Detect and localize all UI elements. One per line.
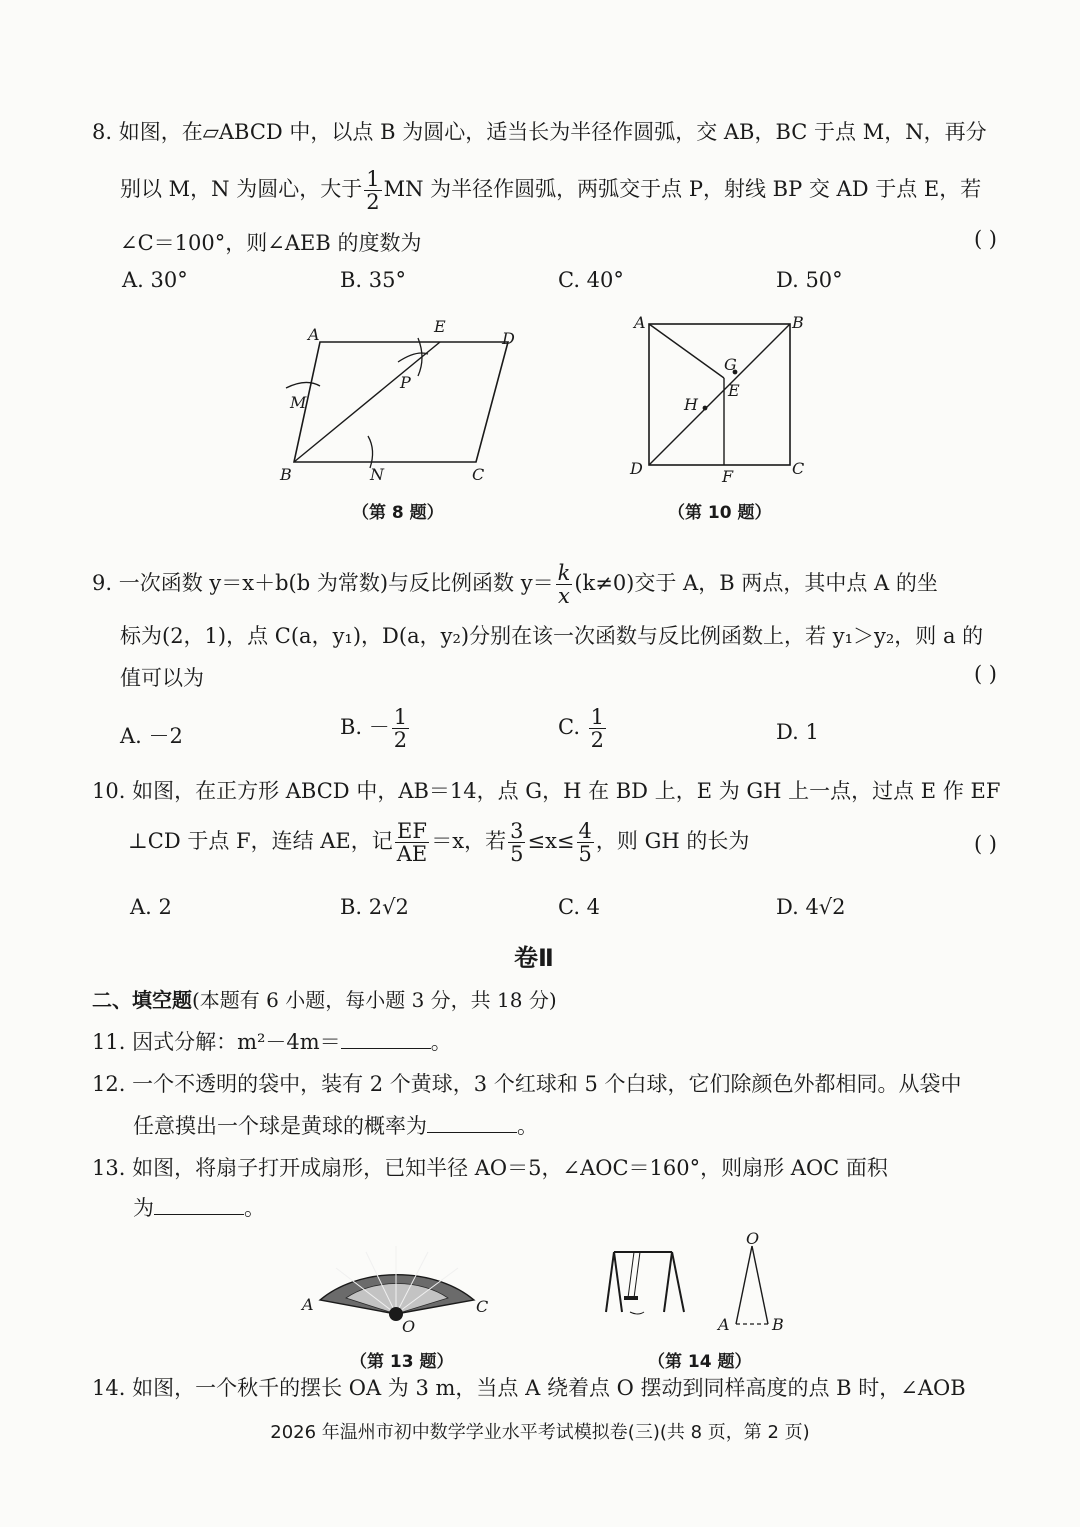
q13-line2	[133, 1192, 265, 1222]
fig10-caption: （第 10 题）	[668, 503, 772, 523]
q9-option-b-fraction	[392, 706, 409, 751]
q8-frac-den: 2	[366, 190, 380, 215]
figure-13-fan	[296, 1228, 502, 1338]
q10-frac1-den: AE	[396, 842, 428, 867]
figure-10-square	[620, 306, 820, 486]
fig10-label-a: A	[634, 313, 646, 332]
q9-frac-num: k	[557, 561, 571, 585]
part2-heading-note: (本题有 6 小题，每小题 3 分，共 18 分)	[192, 988, 557, 1012]
fig14-label-o: O	[746, 1232, 760, 1248]
q10-line2-a: ⊥CD 于点 F，连结 AE，记	[128, 829, 393, 854]
q10-option-d: D. 4√2	[776, 895, 846, 919]
fig8-label-n: N	[370, 465, 384, 484]
q10-answer-paren: ( )	[973, 832, 997, 856]
q10-line2-c: ≤x≤	[527, 829, 575, 854]
q11	[92, 1026, 452, 1056]
fig13-caption: （第 13 题）	[350, 1352, 454, 1372]
q8-option-c: C. 40°	[558, 268, 624, 292]
q9-frac-den: x	[558, 584, 570, 609]
fig8-label-b: B	[280, 465, 292, 484]
q13-answer-blank	[154, 1196, 244, 1215]
q9-option-b-den: 2	[393, 728, 408, 753]
q9-line1-a: 9. 一次函数 y＝x＋b(b 为常数)与反比例函数 y＝	[92, 571, 554, 596]
q9-line3: 值可以为	[120, 666, 204, 690]
q10-fraction-3-5	[508, 820, 525, 865]
figure-8-parallelogram	[270, 310, 530, 490]
q9-option-c-num: 1	[590, 705, 605, 729]
q8-fraction	[364, 168, 381, 213]
q10-line2-d: ，则 GH 的长为	[595, 829, 750, 854]
q9-line1-b: (k≠0)交于 A，B 两点，其中点 A 的坐	[574, 571, 938, 596]
fig14-label-a: A	[718, 1315, 730, 1334]
fig14-caption: （第 14 题）	[648, 1352, 752, 1372]
section-title: 卷Ⅱ	[514, 944, 554, 972]
q14-line1: 14. 如图，一个秋千的摆长 OA 为 3 m，当点 A 绕着点 O 摆动到同样高度的点 B 时，∠AOB	[92, 1376, 966, 1400]
q9-option-c-fraction	[589, 706, 606, 751]
q10-line2	[128, 820, 749, 865]
q9-option-d: D. 1	[776, 720, 819, 744]
q10-frac1-num: EF	[395, 820, 430, 843]
fig8-label-m: M	[290, 393, 307, 412]
q9-line1	[92, 562, 938, 607]
q10-option-a: A. 2	[130, 895, 172, 919]
fig10-label-b: B	[792, 313, 804, 332]
q8-line2-b: MN 为半径作圆弧，两弧交于点 P，射线 BP 交 AD 于点 E，若	[383, 177, 982, 202]
q12-line2-text: 任意摸出一个球是黄球的概率为	[133, 1114, 427, 1138]
q12-line2	[133, 1110, 538, 1140]
q10-frac3-den: 5	[578, 842, 592, 867]
fig8-label-e: E	[434, 317, 446, 336]
fig10-label-d: D	[630, 459, 643, 478]
q9-option-b-label: B. －	[340, 715, 390, 740]
q10-line2-b: ＝x，若	[431, 829, 507, 854]
q8-answer-paren: ( )	[973, 227, 997, 251]
q13-line2-text: 为	[133, 1196, 154, 1220]
q8-line3: ∠C＝100°，则∠AEB 的度数为	[120, 231, 422, 255]
fig8-label-c: C	[472, 465, 485, 484]
q9-option-c-den: 2	[590, 728, 605, 753]
q8-frac-num: 1	[366, 167, 380, 191]
part2-heading-label: 二、填空题	[92, 988, 192, 1012]
q12-end: 。	[517, 1114, 538, 1138]
q9-option-c	[558, 706, 608, 751]
q13-end: 。	[244, 1196, 265, 1220]
q12-answer-blank	[427, 1114, 517, 1133]
q8-line2-a: 别以 M，N 为圆心，大于	[120, 177, 363, 202]
fig14-label-b: B	[772, 1315, 784, 1334]
q10-option-c: C. 4	[558, 895, 601, 919]
q9-answer-paren: ( )	[973, 662, 997, 686]
fig8-label-d: D	[502, 329, 515, 348]
q9-option-a: A. －2	[120, 724, 183, 748]
fig10-label-h: H	[684, 395, 698, 414]
q9-line2: 标为(2，1)，点 C(a，y₁)，D(a，y₂)分别在该一次函数与反比例函数上，若 y₁＞y₂，则 a 的	[120, 624, 984, 648]
fig8-label-a: A	[308, 325, 320, 344]
q9-option-b	[340, 706, 411, 751]
q8-option-b: B. 35°	[340, 268, 407, 292]
q11-answer-blank	[341, 1030, 431, 1049]
q8-option-a: A. 30°	[122, 268, 188, 292]
fig10-label-e: E	[728, 381, 740, 400]
fig13-label-c: C	[476, 1297, 489, 1316]
q8-line1: 8. 如图，在▱ABCD 中，以点 B 为圆心，适当长为半径作圆弧，交 AB，BC 于点 M，N，再分	[92, 120, 987, 144]
q11-end: 。	[430, 1030, 452, 1054]
q10-line1: 10. 如图，在正方形 ABCD 中，AB＝14，点 G，H 在 BD 上，E 为 GH 上一点，过点 E 作 EF	[92, 779, 1001, 803]
q10-frac3-num: 4	[578, 819, 592, 843]
fig13-label-a: A	[302, 1295, 314, 1314]
q10-frac2-den: 5	[510, 842, 524, 867]
fig8-caption: （第 8 题）	[352, 503, 444, 523]
figure-14-swing	[600, 1232, 800, 1342]
q10-fraction-4-5	[577, 820, 594, 865]
q9-option-c-label: C.	[558, 715, 587, 740]
part2-heading	[92, 984, 557, 1013]
q13-line1: 13. 如图，将扇子打开成扇形，已知半径 AO＝5，∠AOC＝160°，则扇形 AOC 面积	[92, 1156, 888, 1180]
q11-text: 11. 因式分解：m²－4m＝	[92, 1030, 341, 1054]
fig8-label-p: P	[400, 373, 411, 392]
fig13-label-o: O	[402, 1317, 416, 1336]
q12-line1: 12. 一个不透明的袋中，装有 2 个黄球，3 个红球和 5 个白球，它们除颜色外都相同。从袋中	[92, 1072, 962, 1096]
q9-option-b-num: 1	[393, 705, 408, 729]
q10-fraction-ef-ae	[395, 820, 430, 865]
page-footer: 2026 年温州市初中数学学业水平考试模拟卷(三)(共 8 页，第 2 页)	[270, 1422, 810, 1443]
q10-option-b: B. 2√2	[340, 895, 409, 919]
fig10-label-f: F	[722, 467, 734, 486]
q10-frac2-num: 3	[510, 819, 524, 843]
fig10-label-g: G	[724, 355, 737, 374]
q9-fraction	[556, 562, 573, 607]
q8-option-d: D. 50°	[776, 268, 843, 292]
fig10-label-c: C	[792, 459, 805, 478]
q8-line2	[120, 168, 981, 213]
